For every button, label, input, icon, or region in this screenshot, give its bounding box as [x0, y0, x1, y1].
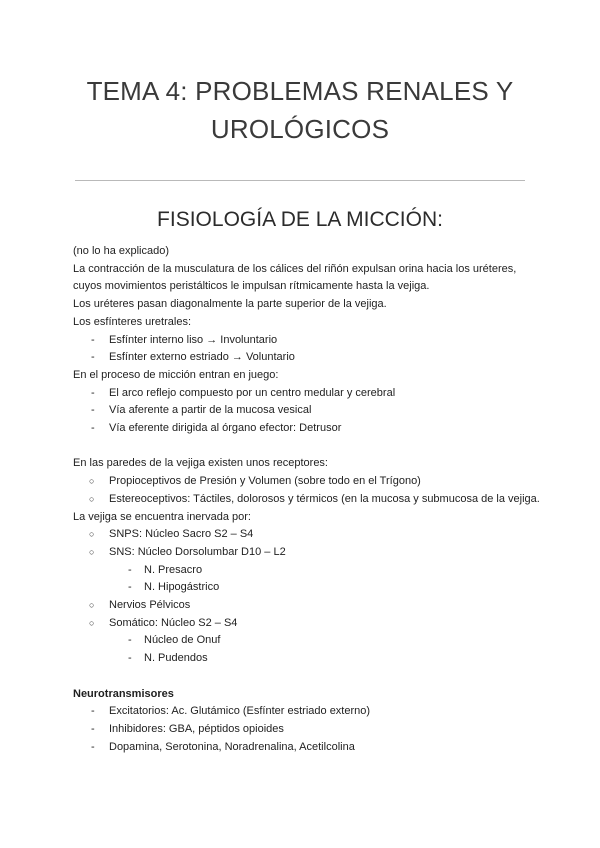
list-item: - El arco reflejo compuesto por un centro medular y cerebral — [73, 385, 543, 403]
sub-list-item: - N. Presacro — [73, 562, 543, 580]
list-item: - Vía eferente dirigida al órgano efector: Detrusor — [73, 420, 543, 438]
list-item: ○ Somático: Núcleo S2 – S4 — [73, 615, 543, 633]
list-item: - Excitatorios: Ac. Glutámico (Esfínter estriado externo) — [73, 703, 543, 721]
divider — [75, 180, 525, 181]
sub-list-item: - N. Pudendos — [73, 650, 543, 668]
subheading: Neurotransmisores — [73, 687, 174, 700]
list-item: ○ Nervios Pélvicos — [73, 597, 543, 615]
paragraph-line: La contracción de la musculatura de los cálices del riñón expulsan orina hacia los uréteres, — [73, 262, 517, 275]
paragraph: En las paredes de la vejiga existen unos receptores: — [73, 457, 328, 470]
list-item: - Vía aferente a partir de la mucosa vesical — [73, 402, 543, 420]
title-line-1: TEMA 4: PROBLEMAS RENALES Y — [86, 76, 514, 106]
list-item: - Esfínter interno liso → Involuntario — [73, 332, 543, 350]
list-item: ○ SNS: Núcleo Dorsolumbar D10 – L2 — [73, 544, 543, 562]
paragraph: Los uréteres pasan diagonalmente la parte superior de la vejiga. — [73, 298, 387, 311]
document-body — [73, 243, 543, 756]
sub-list-item: - N. Hipogástrico — [73, 579, 543, 597]
sub-list-item: - Núcleo de Onuf — [73, 632, 543, 650]
spacer — [73, 438, 543, 456]
list-item: ○ Propioceptivos de Presión y Volumen (sobre todo en el Trígono) — [73, 473, 543, 491]
paragraph: La vejiga se encuentra inervada por: — [73, 510, 251, 523]
paragraph: Los esfínteres uretrales: — [73, 315, 192, 328]
list-item: - Inhibidores: GBA, péptidos opioides — [73, 721, 543, 739]
title-line-2: UROLÓGICOS — [210, 114, 390, 144]
paragraph: En el proceso de micción entran en juego: — [73, 368, 279, 381]
list-item: - Dopamina, Serotonina, Noradrenalina, Acetilcolina — [73, 739, 543, 757]
spacer — [73, 668, 543, 686]
list-item: ○ SNPS: Núcleo Sacro S2 – S4 — [73, 526, 543, 544]
section-title: FISIOLOGÍA DE LA MICCIÓN: — [157, 208, 443, 231]
list-item: ○ Estereoceptivos: Táctiles, dolorosos y térmicos (en la mucosa y submucosa de la vejiga. — [73, 491, 543, 509]
document-title — [60, 72, 540, 148]
note: (no lo ha explicado) — [73, 245, 170, 257]
list-item: - Esfínter externo estriado → Voluntario — [73, 349, 543, 367]
paragraph-line: cuyos movimientos peristálticos le impulsan rítmicamente hasta la vejiga. — [73, 280, 430, 293]
